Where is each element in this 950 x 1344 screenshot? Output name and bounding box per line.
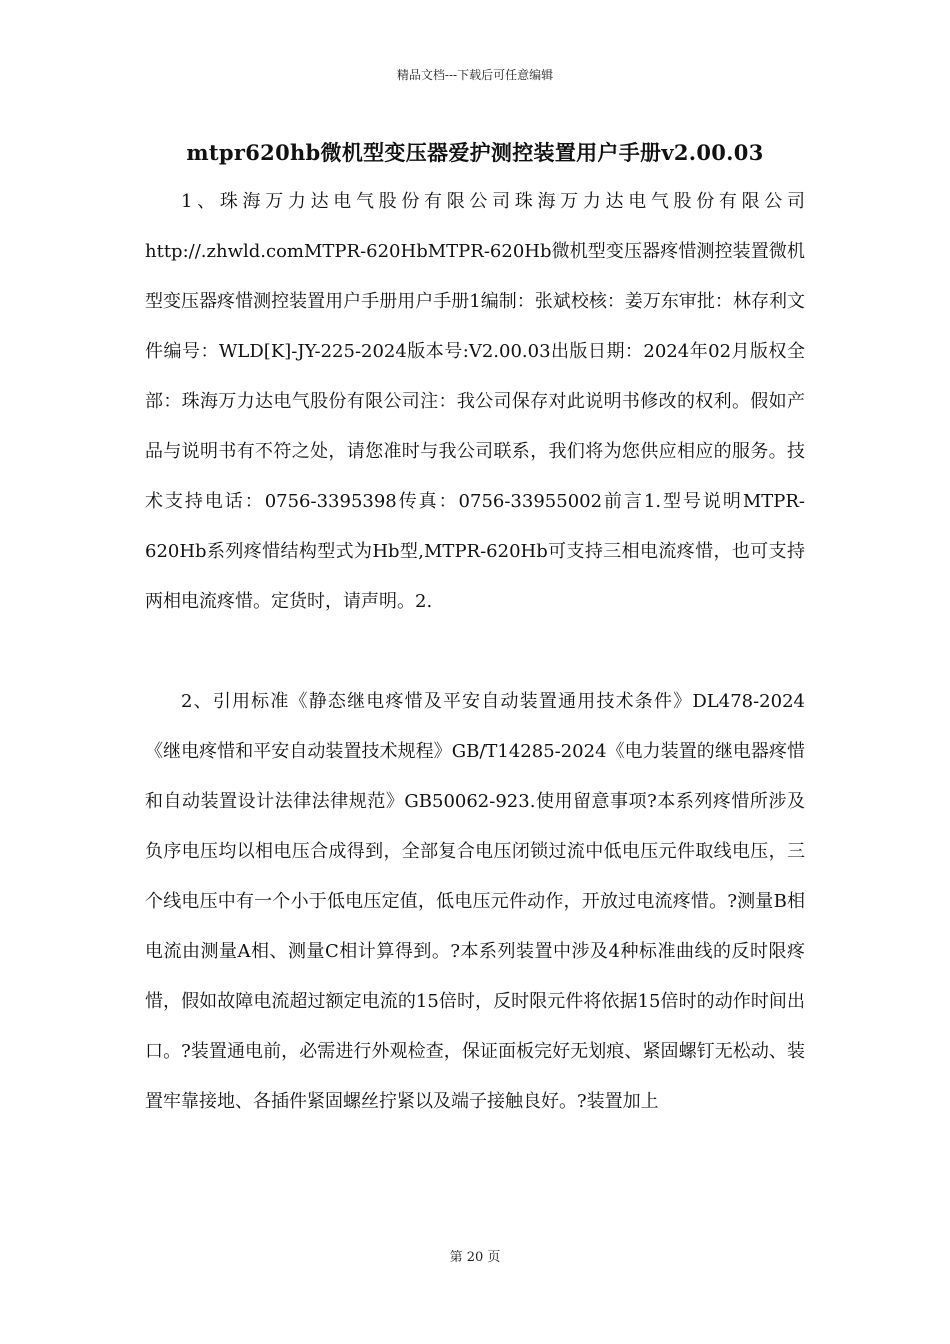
page-header-note: 精品文档---下载后可任意编辑: [396, 68, 554, 82]
body-paragraph-1: 1、珠海万力达电气股份有限公司珠海万力达电气股份有限公司http://.zhwld.comMTPR-620HbMTPR-620Hb微机型变压器疼惜测控装置微机型变压器疼惜测控装置用户手册用户手册1编制：张斌校核：姜万东审批：林存利文件编号：WLD[K]-JY-225-2024版本号:V2.00.03出版日期：2024年02月版权全部：珠海万力达电气股份有限公司注：我公司保存对此说明书修改的权利。假如产品与说明书有不符之处，请您准时与我公司联系，我们将为您供应相应的服务。技术支持电话：0756-3395398传真：0756-33955002前言1.型号说明MTPR-620Hb系列疼惜结构型式为Hb型,MTPR-620Hb可支持三相电流疼惜，也可支持两相电流疼惜。定货时，请声明。2.: [145, 191, 805, 612]
document-title: mtpr620hb微机型变压器爱护测控装置用户手册v2.00.03: [186, 140, 764, 165]
body-paragraph-2: 2、引用标准《静态继电疼惜及平安自动装置通用技术条件》DL478-2024《继电疼惜和平安自动装置技术规程》GB/T14285-2024《电力装置的继电器疼惜和自动装置设计法律法律规范》GB50062-923.使用留意事项?本系列疼惜所涉及负序电压均以相电压合成得到，全部复合电压闭锁过流中低电压元件取线电压，三个线电压中有一个小于低电压定值，低电压元件动作，开放过电流疼惜。?测量B相电流由测量A相、测量C相计算得到。?本系列装置中涉及4种标准曲线的反时限疼惜，假如故障电流超过额定电流的15倍时，反时限元件将依据15倍时的动作时间出口。?装置通电前，必需进行外观检查，保证面板完好无划痕、紧固螺钉无松动、装置牢靠接地、各插件紧固螺丝拧紧以及端子接触良好。?装置加上: [145, 691, 805, 1112]
page-number: 第 20 页: [449, 1250, 501, 1265]
